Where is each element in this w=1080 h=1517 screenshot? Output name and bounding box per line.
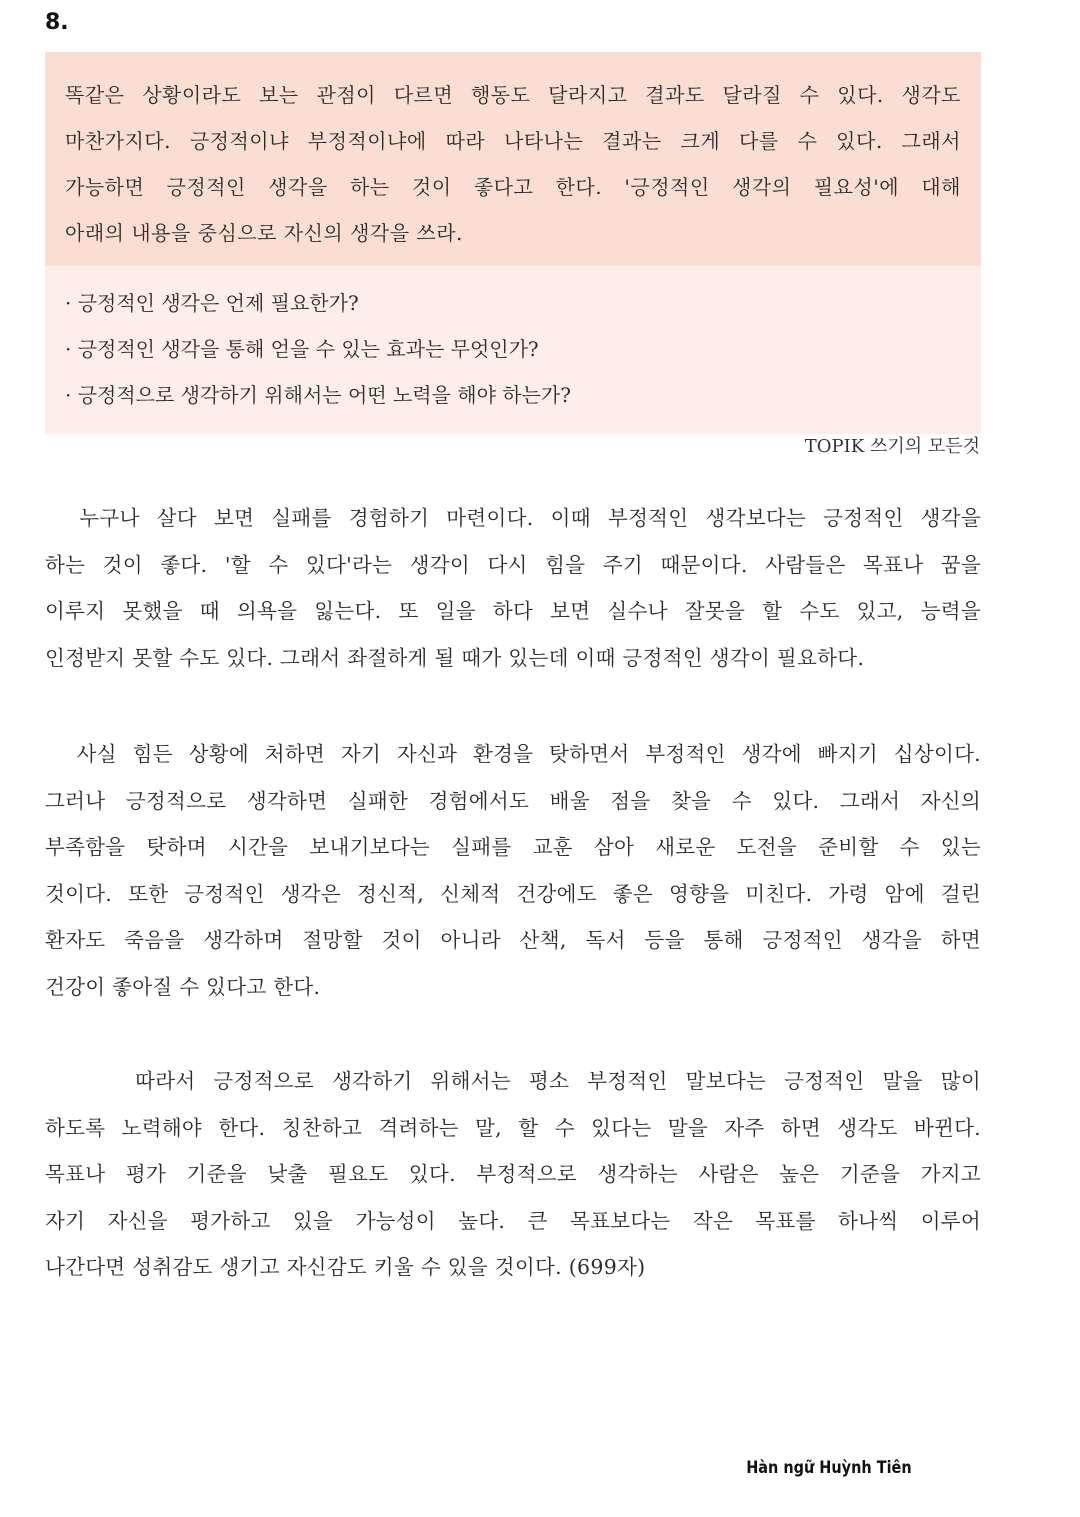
- essay-paragraph-2: [45, 731, 981, 1010]
- essay-line: 이루지 못했을 때 의욕을 잃는다. 또 일을 하다 보면 실수나 잘못을 할 수도 있고, 능력을: [45, 599, 981, 623]
- guide-box: [45, 266, 981, 434]
- guide-item: · 긍정적인 생각은 언제 필요한가?: [65, 291, 359, 315]
- prompt-line: 아래의 내용을 중심으로 자신의 생각을 쓰라.: [65, 221, 463, 245]
- prompt-line: 똑같은 상황이라도 보는 관점이 다르면 행동도 달라지고 결과도 달라질 수 있다. 생각도: [65, 83, 961, 107]
- prompt-line: 마찬가지다. 긍정적이냐 부정적이냐에 따라 나타나는 결과는 크게 다를 수 있다. 그래서: [65, 129, 961, 153]
- essay-line: 건강이 좋아질 수 있다고 한다.: [45, 974, 321, 999]
- prompt-box: [45, 52, 981, 266]
- essay-line: 그러나 긍정적으로 생각하면 실패한 경험에서도 배울 점을 찾을 수 있다. 그래서 자신의: [45, 788, 981, 813]
- essay-paragraph-1: [45, 495, 981, 681]
- source-label: TOPIK 쓰기의 모든것: [804, 436, 980, 457]
- essay-line: 하도록 노력해야 한다. 칭찬하고 격려하는 말, 할 수 있다는 말을 자주 하면 생각도 바뀐다.: [45, 1115, 981, 1140]
- essay-line: 목표나 평가 기준을 낮출 필요도 있다. 부정적으로 생각하는 사람은 높은 기준을 가지고: [45, 1162, 981, 1186]
- prompt-line: 가능하면 긍정적인 생각을 하는 것이 좋다고 한다. '긍정적인 생각의 필요성'에 대해: [65, 175, 961, 199]
- guide-item: · 긍정적으로 생각하기 위해서는 어떤 노력을 해야 하는가?: [65, 383, 571, 407]
- essay-line: 나간다면 성취감도 생기고 자신감도 키울 수 있을 것이다. (699자): [45, 1255, 646, 1279]
- essay-line: 것이다. 또한 긍정적인 생각은 정신적, 신체적 건강에도 좋은 영향을 미친다. 가령 암에 걸린: [45, 881, 981, 906]
- footer-signature: Hàn ngữ Huỳnh Tiên: [746, 1458, 912, 1478]
- essay-line: 자기 자신을 평가하고 있을 가능성이 높다. 큰 목표보다는 작은 목표를 하나씩 이루어: [45, 1208, 981, 1233]
- guide-item: · 긍정적인 생각을 통해 얻을 수 있는 효과는 무엇인가?: [65, 337, 539, 361]
- question-number: 8.: [45, 10, 69, 35]
- essay-line: 사실 힘든 상황에 처하면 자기 자신과 환경을 탓하면서 부정적인 생각에 빠지기 십상이다.: [45, 742, 981, 766]
- essay-line: 환자도 죽음을 생각하며 절망할 것이 아니라 산책, 독서 등을 통해 긍정적인 생각을 하면: [45, 928, 981, 952]
- essay-paragraph-3: [45, 1058, 981, 1291]
- essay-line: 인정받지 못할 수도 있다. 그래서 좌절하게 될 때가 있는데 이때 긍정적인 생각이 필요하다.: [45, 645, 865, 670]
- essay-line: 부족함을 탓하며 시간을 보내기보다는 실패를 교훈 삼아 새로운 도전을 준비할 수 있는: [45, 835, 981, 859]
- essay-line: 따라서 긍정적으로 생각하기 위해서는 평소 부정적인 말보다는 긍정적인 말을 많이: [45, 1069, 981, 1093]
- essay-line: 하는 것이 좋다. '할 수 있다'라는 생각이 다시 힘을 주기 때문이다. 사람들은 목표나 꿈을: [45, 552, 981, 577]
- essay-line: 누구나 살다 보면 실패를 경험하기 마련이다. 이때 부정적인 생각보다는 긍정적인 생각을: [45, 506, 981, 530]
